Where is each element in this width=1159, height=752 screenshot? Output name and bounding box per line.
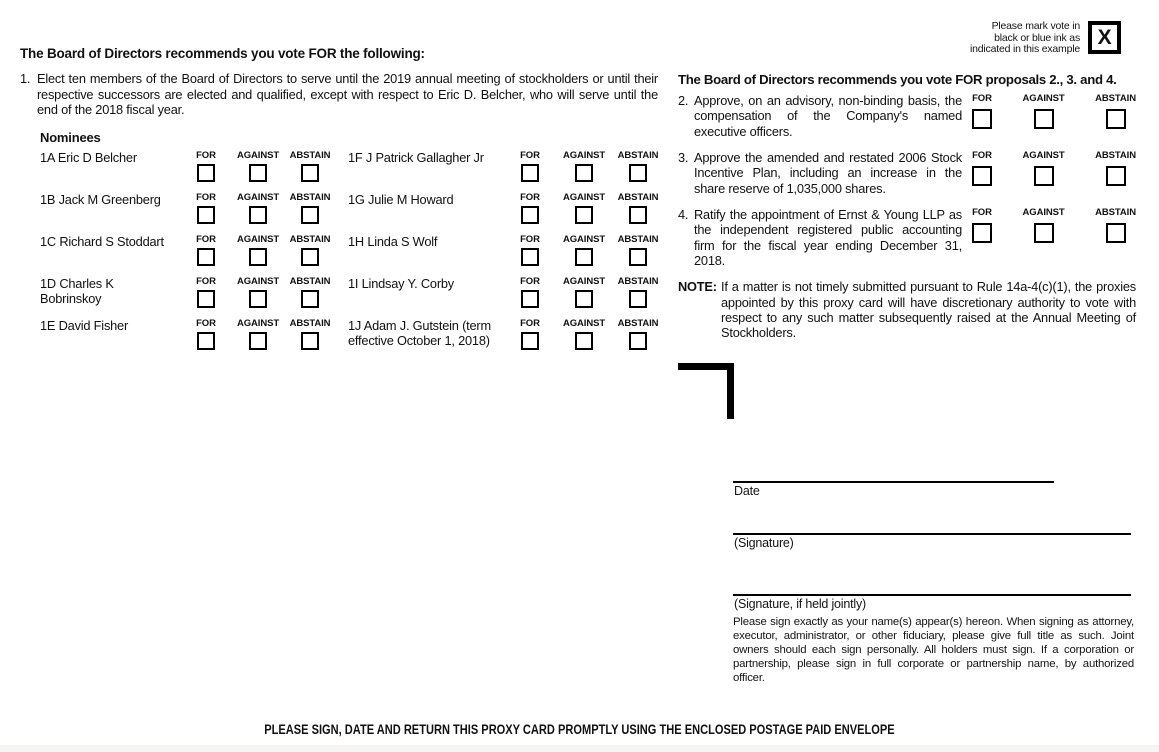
nominee-row-1i — [348, 276, 665, 318]
proposal-4-text: Ratify the appointment of Ernst & Young LLP as the independent registered public accounting firm for the fiscal year ending December 31, 2018. — [694, 207, 962, 269]
note-block — [678, 279, 1136, 340]
right-section-heading: The Board of Directors recommends you vote FOR proposals 2., 3. and 4. — [678, 72, 1117, 87]
checkbox-1d-abstain[interactable] — [301, 290, 319, 308]
checkbox-1f-abstain[interactable] — [629, 164, 647, 182]
checkbox-1d-for[interactable] — [197, 290, 215, 308]
nominee-name: 1H Linda S Wolf — [348, 234, 438, 249]
checkbox-1e-abstain[interactable] — [301, 332, 319, 350]
mark-instruction-line: indicated in this example — [970, 43, 1080, 56]
signature-instructions: Please sign exactly as your name(s) appear(s) hereon. When signing as attorney, executor, administrator, or other fiduciary, please give full title as such. Joint owners should each sign personally. All holders must sign. If a corporation or partnership, please sign in full corporate or partnership name, by authorized officer. — [733, 616, 1134, 685]
against-header: AGAINST — [236, 150, 280, 161]
against-header: AGAINST — [1022, 93, 1065, 104]
nominee-name: 1C Richard S Stoddart — [40, 234, 164, 249]
checkbox-1c-for[interactable] — [197, 248, 215, 266]
checkbox-1d-against[interactable] — [249, 290, 267, 308]
abstain-header: ABSTAIN — [289, 150, 331, 161]
abstain-header: ABSTAIN — [1095, 93, 1136, 104]
note-text: If a matter is not timely submitted pursuant to Rule 14a-4(c)(1), the proxies appointed by this proxy card will have discretionary authority to vote with respect to any such matter subsequently raised at the Annual Meeting of Stockholders. — [721, 279, 1136, 341]
checkbox-3-abstain[interactable] — [1106, 166, 1126, 186]
nominee-name: 1E David Fisher — [40, 318, 129, 333]
for-header: FOR — [196, 150, 216, 161]
nominee-row-1e — [40, 318, 336, 360]
checkbox-1i-abstain[interactable] — [629, 290, 647, 308]
left-section-heading: The Board of Directors recommends you vote FOR the following: — [20, 46, 425, 61]
proposal-4-number: 4. — [678, 207, 689, 223]
checkbox-4-against[interactable] — [1034, 223, 1054, 243]
abstain-header: ABSTAIN — [289, 276, 331, 287]
checkbox-3-for[interactable] — [972, 166, 992, 186]
nominee-name: 1D Charles K Bobrinskoy — [40, 276, 114, 306]
checkbox-1g-against[interactable] — [575, 206, 593, 224]
corner-mark — [678, 363, 734, 419]
for-header: FOR — [520, 318, 540, 329]
abstain-header: ABSTAIN — [289, 192, 331, 203]
checkbox-1b-for[interactable] — [197, 206, 215, 224]
note-label: NOTE: — [678, 279, 717, 295]
against-header: AGAINST — [236, 276, 280, 287]
nominee-name: 1J Adam J. Gutstein (term effective October 1, 2018) — [348, 318, 491, 348]
against-header: AGAINST — [236, 234, 280, 245]
against-header: AGAINST — [562, 150, 606, 161]
checkbox-2-for[interactable] — [972, 109, 992, 129]
checkbox-1j-abstain[interactable] — [629, 332, 647, 350]
joint-signature-label: (Signature, if held jointly) — [734, 597, 866, 611]
nominee-column-1 — [40, 150, 336, 360]
against-header: AGAINST — [562, 192, 606, 203]
checkbox-1i-against[interactable] — [575, 290, 593, 308]
mark-instruction-line: Please mark vote in — [991, 20, 1080, 32]
proposal-2 — [678, 93, 1136, 139]
checkbox-1a-against[interactable] — [249, 164, 267, 182]
abstain-header: ABSTAIN — [289, 234, 331, 245]
mark-instruction — [930, 21, 1080, 56]
abstain-header: ABSTAIN — [617, 192, 659, 203]
bottom-scan-strip — [0, 745, 1159, 752]
nominee-row-1h — [348, 234, 665, 276]
for-header: FOR — [520, 192, 540, 203]
proposal-3-number: 3. — [678, 150, 689, 166]
checkbox-1j-against[interactable] — [575, 332, 593, 350]
abstain-header: ABSTAIN — [617, 276, 659, 287]
for-header: FOR — [972, 150, 992, 162]
proposal-2-number: 2. — [678, 93, 689, 108]
against-header: AGAINST — [562, 318, 606, 329]
checkbox-1a-abstain[interactable] — [301, 164, 319, 182]
checkbox-1e-for[interactable] — [197, 332, 215, 350]
for-header: FOR — [520, 276, 540, 287]
abstain-header: ABSTAIN — [617, 150, 659, 161]
example-mark-box — [1088, 21, 1121, 54]
checkbox-4-for[interactable] — [972, 223, 992, 243]
against-header: AGAINST — [562, 276, 606, 287]
for-header: FOR — [972, 207, 992, 219]
right-section — [678, 72, 1136, 341]
nominee-row-1d — [40, 276, 336, 318]
nominee-name: 1G Julie M Howard — [348, 192, 454, 207]
nominee-row-1a — [40, 150, 336, 192]
signature-field-line[interactable] — [733, 533, 1131, 535]
proposal-3-text: Approve the amended and restated 2006 Stock Incentive Plan, including an increase in the share reserve of 1,035,000 shares. — [694, 150, 962, 196]
checkbox-1h-against[interactable] — [575, 248, 593, 266]
against-header: AGAINST — [1022, 207, 1065, 219]
checkbox-1a-for[interactable] — [197, 164, 215, 182]
checkbox-1g-abstain[interactable] — [629, 206, 647, 224]
proposal-2-text: Approve, on an advisory, non-binding basis, the compensation of the Company's named executive officers. — [694, 93, 962, 139]
nominee-name: 1I Lindsay Y. Corby — [348, 276, 454, 291]
checkbox-1j-for[interactable] — [521, 332, 539, 350]
abstain-header: ABSTAIN — [617, 234, 659, 245]
abstain-header: ABSTAIN — [617, 318, 659, 329]
for-header: FOR — [196, 276, 216, 287]
against-header: AGAINST — [562, 234, 606, 245]
signature-label: (Signature) — [734, 536, 794, 550]
against-header: AGAINST — [1022, 150, 1065, 162]
nominee-name: 1F J Patrick Gallagher Jr — [348, 150, 484, 165]
proposal-3 — [678, 150, 1136, 196]
for-header: FOR — [196, 318, 216, 329]
checkbox-2-abstain[interactable] — [1106, 109, 1126, 129]
footer-instruction — [0, 721, 1159, 739]
nominee-column-2 — [348, 150, 665, 360]
for-header: FOR — [520, 234, 540, 245]
for-header: FOR — [196, 192, 216, 203]
nominee-row-1g — [348, 192, 665, 234]
checkbox-1i-for[interactable] — [521, 290, 539, 308]
nominee-name: 1A Eric D Belcher — [40, 150, 137, 165]
nominee-name: 1B Jack M Greenberg — [40, 192, 161, 207]
checkbox-1f-against[interactable] — [575, 164, 593, 182]
checkbox-1b-against[interactable] — [249, 206, 267, 224]
abstain-header: ABSTAIN — [1095, 207, 1136, 219]
nominee-row-1f — [348, 150, 665, 192]
abstain-header: ABSTAIN — [289, 318, 331, 329]
checkbox-1h-abstain[interactable] — [629, 248, 647, 266]
nominee-row-1j — [348, 318, 665, 360]
proposal-1-number: 1. — [20, 71, 31, 86]
checkbox-1g-for[interactable] — [521, 206, 539, 224]
proposal-1-text: Elect ten members of the Board of Directors to serve until the 2019 annual meeting of stockholders or until their respective successors are elected and qualified, except with respect to Eric D. Belcher, who will serve until the end of the 2018 fiscal year. — [37, 71, 658, 118]
checkbox-1h-for[interactable] — [521, 248, 539, 266]
for-header: FOR — [972, 93, 992, 104]
checkbox-1c-against[interactable] — [249, 248, 267, 266]
nominee-row-1c — [40, 234, 336, 276]
footer-instruction-text: PLEASE SIGN, DATE AND RETURN THIS PROXY CARD PROMPTLY USING THE ENCLOSED POSTAGE PAID ENVELOPE — [264, 722, 895, 737]
checkbox-1f-for[interactable] — [521, 164, 539, 182]
checkbox-1b-abstain[interactable] — [301, 206, 319, 224]
checkbox-1c-abstain[interactable] — [301, 248, 319, 266]
mark-instruction-line: black or blue ink as — [994, 31, 1080, 44]
nominees-label: Nominees — [40, 130, 101, 145]
proposal-1 — [20, 71, 658, 118]
against-header: AGAINST — [236, 192, 280, 203]
example-mark-x: X — [1097, 25, 1112, 49]
checkbox-2-against[interactable] — [1034, 109, 1054, 129]
date-label: Date — [734, 484, 760, 498]
joint-signature-field-line[interactable] — [733, 594, 1131, 596]
checkbox-1e-against[interactable] — [249, 332, 267, 350]
against-header: AGAINST — [236, 318, 280, 329]
for-header: FOR — [520, 150, 540, 161]
proposal-4 — [678, 207, 1136, 268]
abstain-header: ABSTAIN — [1095, 150, 1136, 162]
nominee-row-1b — [40, 192, 336, 234]
for-header: FOR — [196, 234, 216, 245]
date-field-line[interactable] — [733, 481, 1054, 483]
checkbox-3-against[interactable] — [1034, 166, 1054, 186]
checkbox-4-abstain[interactable] — [1106, 223, 1126, 243]
